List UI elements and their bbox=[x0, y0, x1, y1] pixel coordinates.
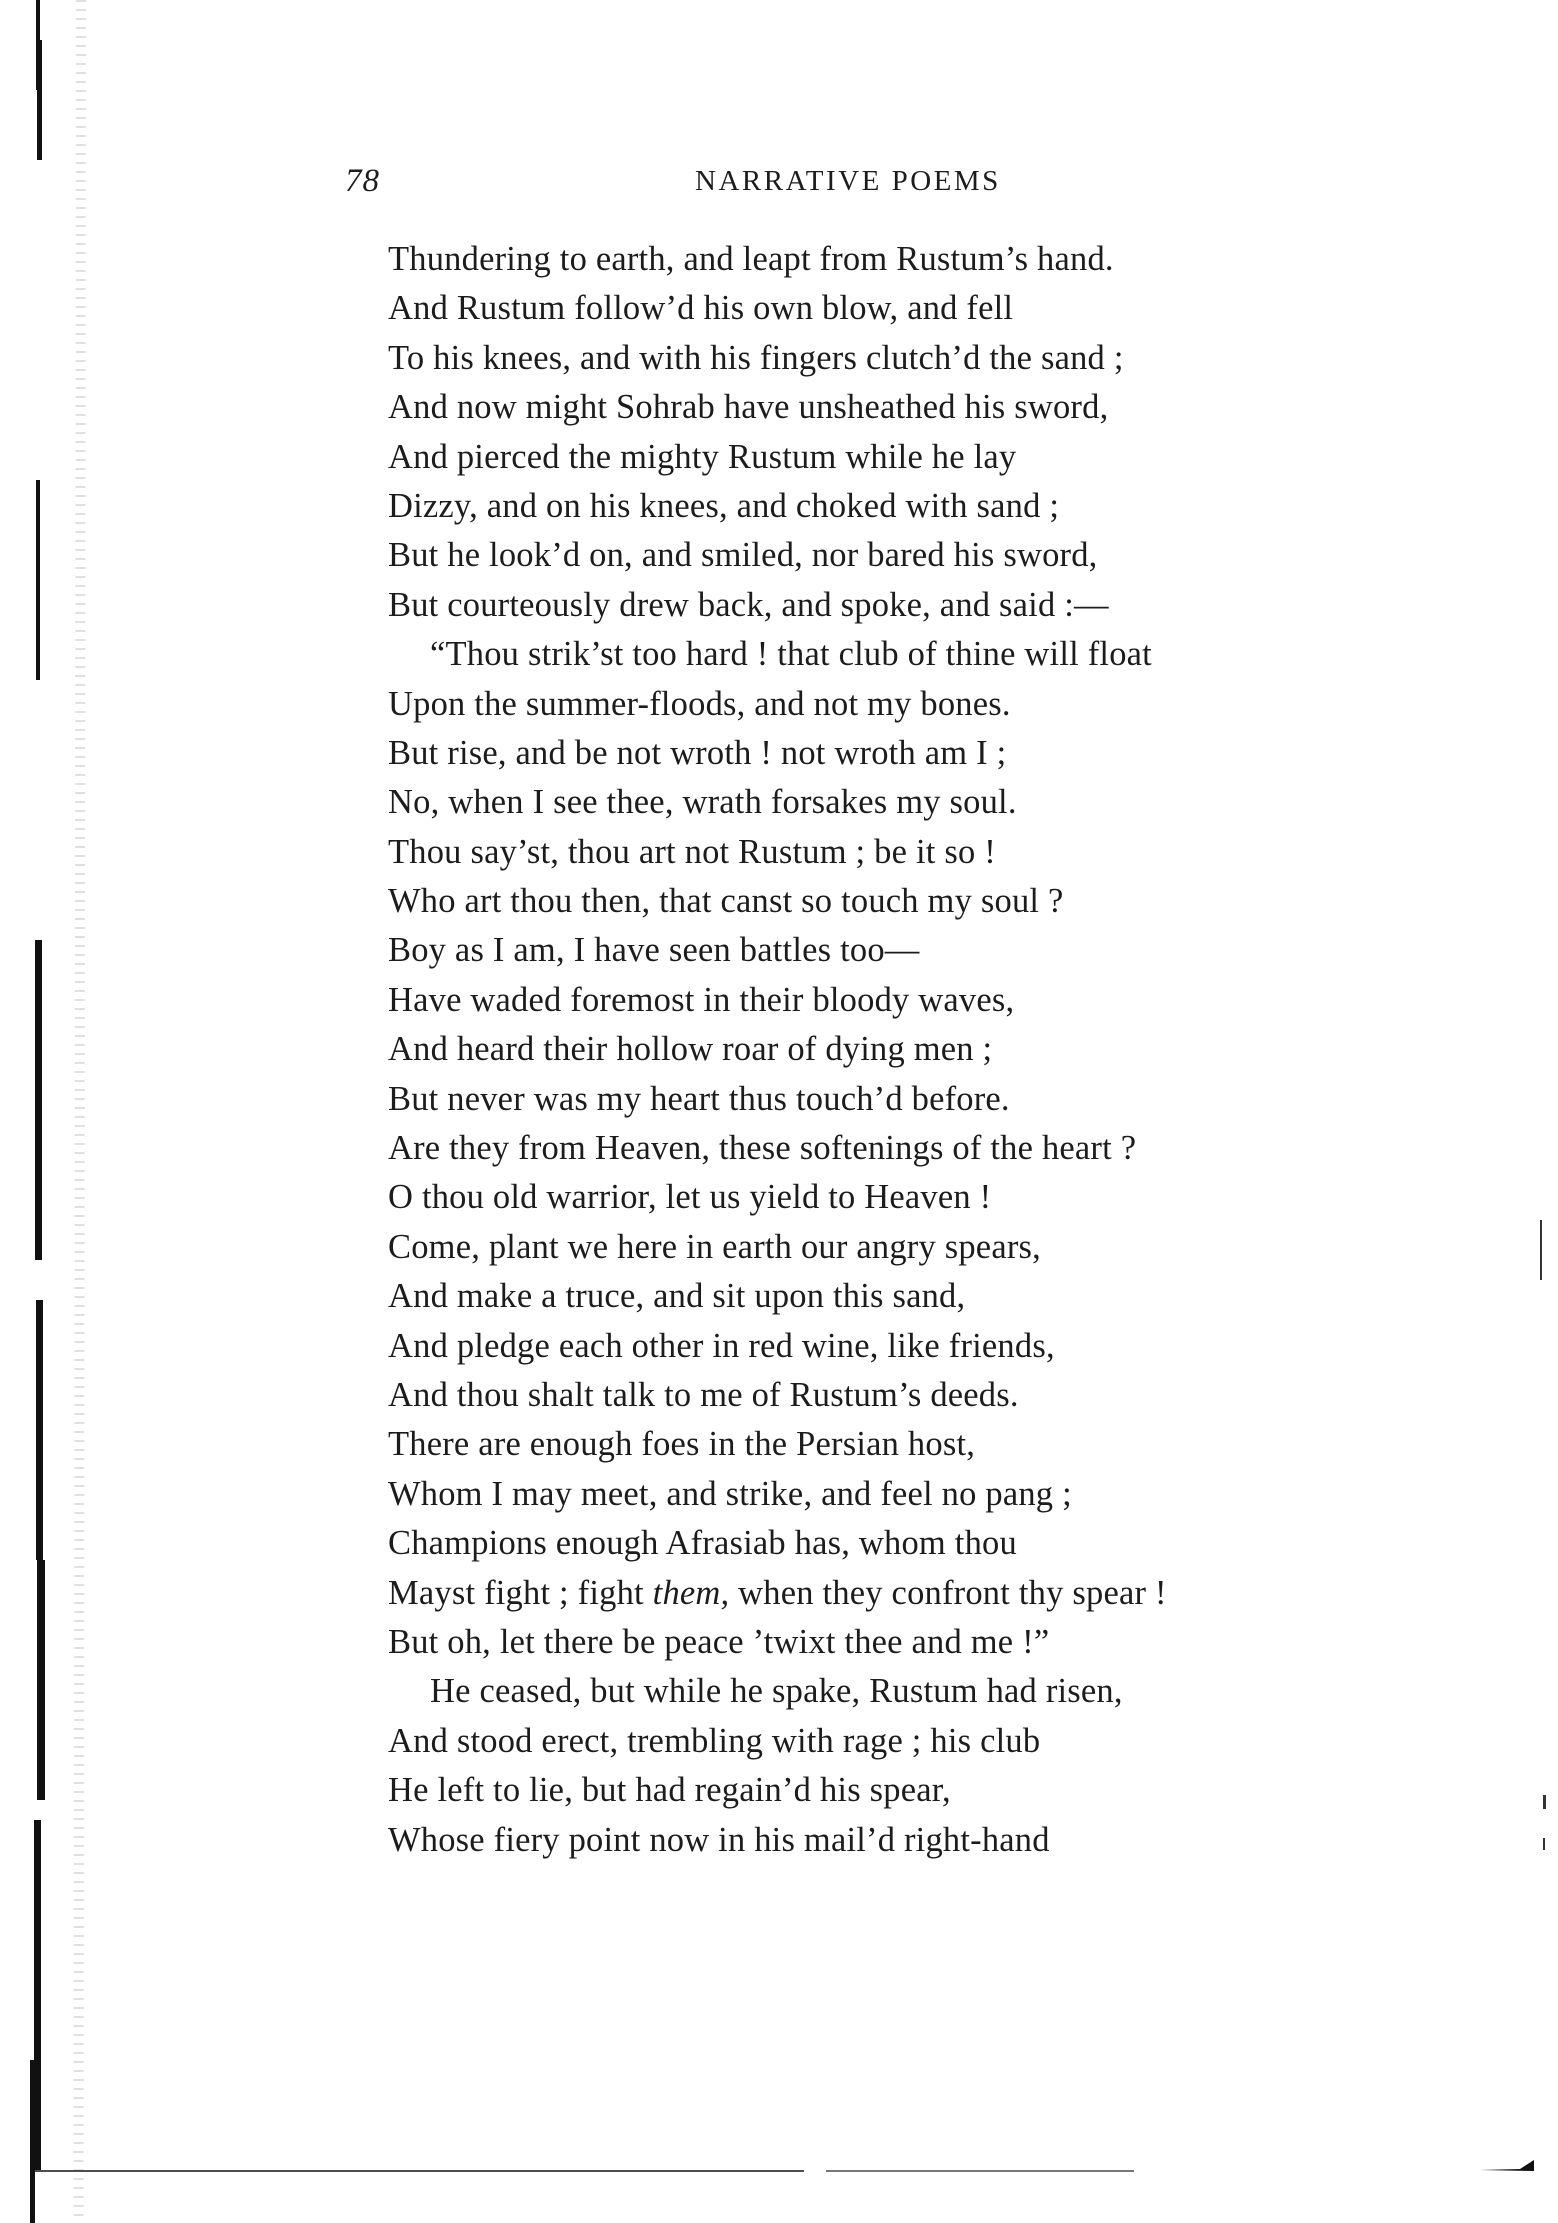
poem-line: And now might Sohrab have unsheathed his sword, bbox=[388, 388, 1109, 427]
poem-line: And pledge each other in red wine, like friends, bbox=[388, 1326, 1055, 1365]
poem-line: He left to lie, but had regain’d his spear, bbox=[388, 1771, 951, 1810]
poem-line: No, when I see thee, wrath forsakes my soul. bbox=[388, 783, 1017, 822]
poem-text bbox=[388, 235, 1388, 1865]
scan-corner-mark bbox=[1480, 2158, 1536, 2172]
poem-line: And pierced the mighty Rustum while he lay bbox=[388, 437, 1017, 476]
poem-line-indented: He ceased, but while he spake, Rustum had risen, bbox=[430, 1672, 1123, 1711]
poem-line: Dizzy, and on his knees, and choked with sand ; bbox=[388, 486, 1060, 525]
poem-italic-word: them, bbox=[652, 1573, 730, 1612]
poem-line: Thou say’st, thou art not Rustum ; be it so ! bbox=[388, 832, 996, 871]
poem-line: But he look’d on, and smiled, nor bared his sword, bbox=[388, 536, 1098, 575]
poem-line: Champions enough Afrasiab has, whom thou bbox=[388, 1524, 1017, 1563]
poem-line: And stood erect, trembling with rage ; his club bbox=[388, 1721, 1041, 1760]
poem-line-segment: Mayst fight ; fight bbox=[388, 1573, 653, 1612]
bottom-scan-rule bbox=[34, 2170, 1134, 2172]
poem-line: Come, plant we here in earth our angry spears, bbox=[388, 1227, 1041, 1266]
poem-line: And Rustum follow’d his own blow, and fell bbox=[388, 289, 1014, 328]
poem-line-with-italic bbox=[388, 1569, 1388, 1618]
poem-line: Have waded foremost in their bloody waves, bbox=[388, 980, 1015, 1019]
poem-line: But courteously drew back, and spoke, and said :— bbox=[388, 585, 1109, 624]
poem-line: O thou old warrior, let us yield to Heaven ! bbox=[388, 1178, 992, 1217]
binding-edge bbox=[34, 0, 44, 2223]
poem-line: Whom I may meet, and strike, and feel no pang ; bbox=[388, 1474, 1072, 1513]
poem-line-segment: when they confront thy spear ! bbox=[729, 1573, 1167, 1612]
running-head: NARRATIVE POEMS bbox=[695, 165, 1001, 197]
poem-line: To his knees, and with his fingers clutch’d the sand ; bbox=[388, 338, 1124, 377]
scan-speck bbox=[1543, 1795, 1546, 1809]
poem-line: Boy as I am, I have seen battles too— bbox=[388, 931, 920, 970]
binding-speckle bbox=[56, 0, 106, 2223]
poem-line: Who art thou then, that canst so touch my soul ? bbox=[388, 882, 1064, 921]
poem-line: And make a truce, and sit upon this sand, bbox=[388, 1277, 966, 1316]
page-number: 78 bbox=[345, 163, 380, 199]
poem-line: Thundering to earth, and leapt from Rustum’s hand. bbox=[388, 240, 1114, 278]
scan-speck bbox=[1540, 1220, 1542, 1280]
poem-line: But rise, and be not wroth ! not wroth am I ; bbox=[388, 733, 1007, 772]
poem-line: There are enough foes in the Persian host, bbox=[388, 1425, 976, 1464]
poem-line: Are they from Heaven, these softenings of the heart ? bbox=[388, 1129, 1137, 1168]
poem-line: And heard their hollow roar of dying men ; bbox=[388, 1030, 993, 1069]
poem-line: Upon the summer-floods, and not my bones. bbox=[388, 684, 1011, 723]
poem-line: Whose fiery point now in his mail’d right-hand bbox=[388, 1820, 1050, 1859]
poem-line-indented: “Thou strik’st too hard ! that club of thine will float bbox=[430, 635, 1152, 674]
poem-line: And thou shalt talk to me of Rustum’s deeds. bbox=[388, 1375, 1019, 1414]
poem-line: But oh, let there be peace ’twixt thee and me !” bbox=[388, 1622, 1050, 1661]
page-header bbox=[345, 163, 1325, 203]
scan-speck bbox=[1543, 1838, 1545, 1850]
poem-line: But never was my heart thus touch’d before. bbox=[388, 1079, 1010, 1118]
